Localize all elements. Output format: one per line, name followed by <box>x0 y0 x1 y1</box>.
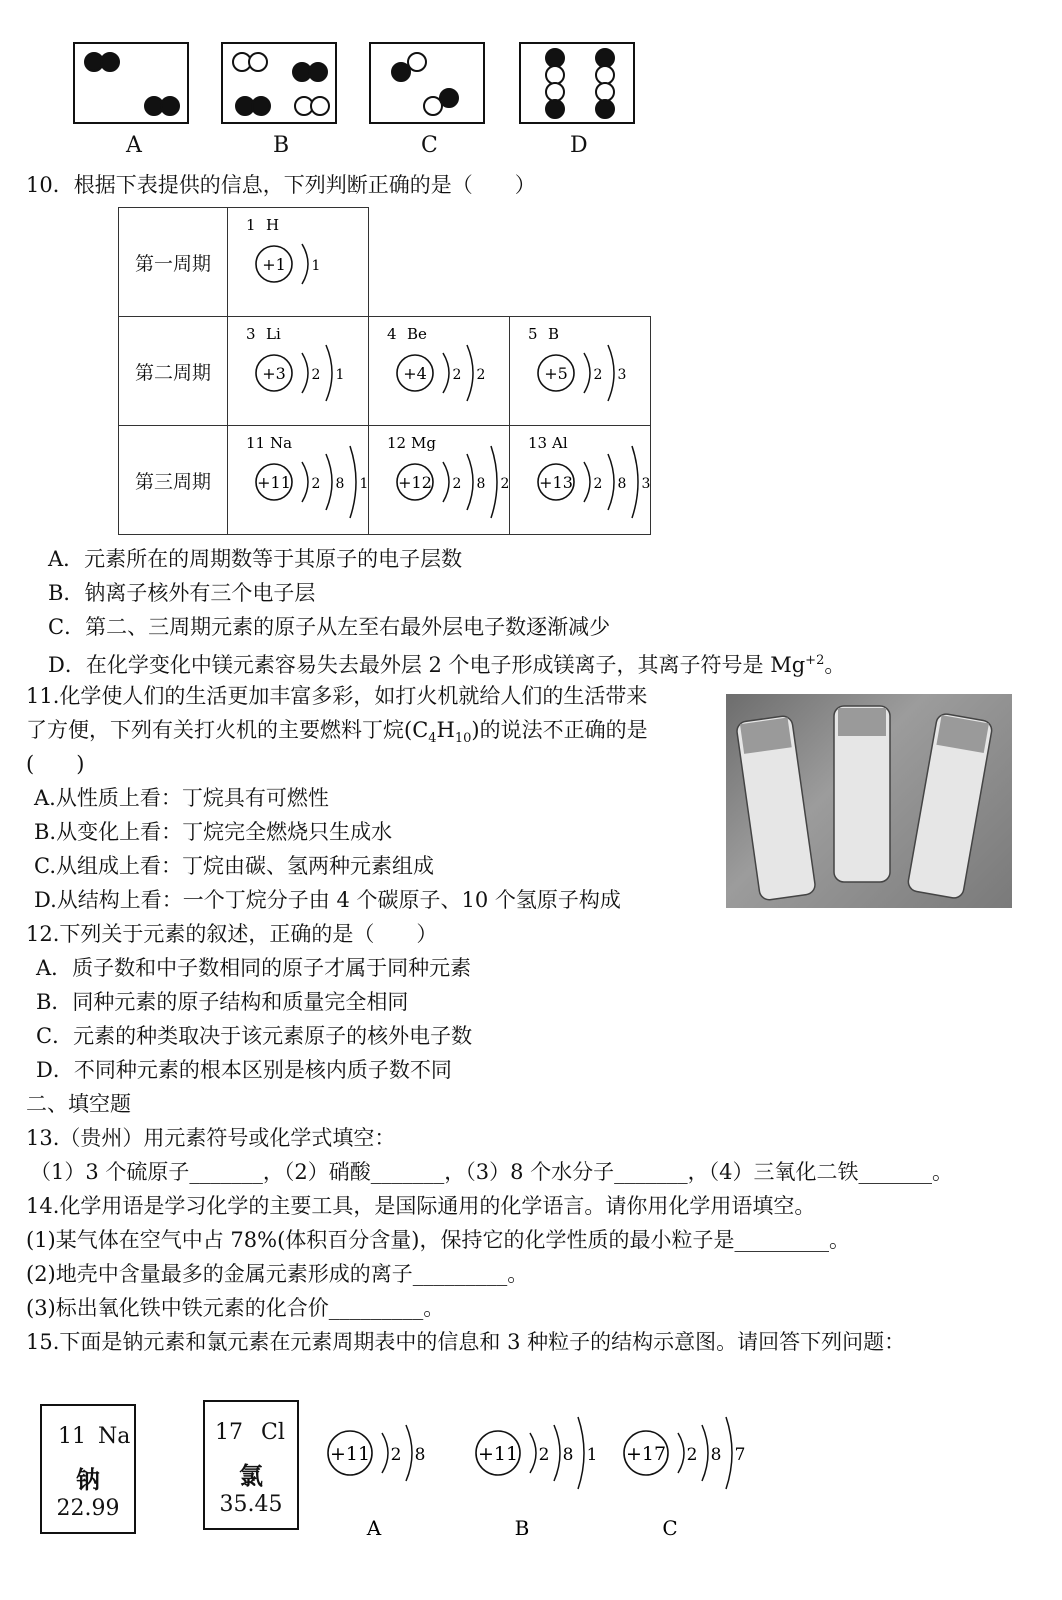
atomic-number: 4 <box>387 325 397 343</box>
electron-shell-arc <box>491 446 497 518</box>
shell-electron-count: 8 <box>710 1444 722 1465</box>
element-symbol: Al <box>552 434 568 452</box>
atom-structure-diagram <box>228 317 368 425</box>
electron-shell-arc <box>350 446 356 518</box>
shell-electron-count: 8 <box>414 1444 426 1465</box>
shell-electron-count: 1 <box>335 366 345 383</box>
particle-label: A <box>366 1516 382 1540</box>
particle-label: C <box>662 1516 678 1540</box>
question-11-line-3: ( ) <box>26 752 85 776</box>
electron-shell-arc <box>302 462 308 502</box>
element-cell <box>510 317 651 426</box>
option-b: B．同种元素的原子结构和质量完全相同 <box>36 990 409 1014</box>
electron-shell-arc <box>382 1433 388 1473</box>
lighters-photo <box>726 694 1012 908</box>
option-d <box>48 646 845 680</box>
period-label: 第二周期 <box>119 317 228 426</box>
electron-shell-arc <box>467 454 473 510</box>
element-card-chlorine <box>203 1400 299 1530</box>
element-symbol: Na <box>270 434 293 452</box>
shell-electron-count: 2 <box>593 475 603 492</box>
figure-label-a: A <box>126 133 142 158</box>
ion-charge: +2 <box>805 653 825 668</box>
element-symbol: Li <box>266 325 281 343</box>
atomic-mass: 22.99 <box>56 1496 120 1521</box>
section-heading: 二、填空题 <box>26 1092 131 1116</box>
shell-electron-count: 8 <box>617 475 627 492</box>
molecule-box-d <box>519 42 635 124</box>
option-b: B．钠离子核外有三个电子层 <box>48 581 316 605</box>
element-symbol: Na <box>98 1424 131 1449</box>
element-name: 氯 <box>239 1461 263 1490</box>
question-15-stem: 15.下面是钠元素和氯元素在元素周期表中的信息和 3 种粒子的结构示意图。请回答下列问题： <box>26 1330 906 1354</box>
option-c: C.从组成上看：丁烷由碳、氢两种元素组成 <box>34 854 434 878</box>
electron-shell-arc <box>530 1433 536 1473</box>
question-14-item-1: (1)某气体在空气中占 78%(体积百分含量)，保持它的化学性质的最小粒子是_________。 <box>26 1228 850 1252</box>
electron-shell-arc <box>608 345 614 401</box>
q11-text-h: H <box>436 718 455 742</box>
atomic-number: 13 <box>528 434 548 452</box>
atomic-number: 5 <box>528 325 538 343</box>
electron-shell-arc <box>578 1417 584 1489</box>
nucleus-charge: +13 <box>539 472 573 492</box>
atomic-number: 17 <box>215 1420 243 1445</box>
element-symbol: Cl <box>261 1420 285 1445</box>
electron-shell-arc <box>584 353 590 393</box>
nucleus-charge: +17 <box>625 1442 667 1465</box>
figure-label-b: B <box>273 133 290 158</box>
molecule-box-a <box>73 42 189 124</box>
atomic-number: 11 <box>246 434 266 452</box>
electron-shell-arc <box>302 353 308 393</box>
nucleus-charge: +4 <box>403 363 427 383</box>
element-name: 钠 <box>76 1465 100 1494</box>
question-14-item-3: (3)标出氧化铁中铁元素的化合价_________。 <box>26 1296 445 1320</box>
nucleus-charge: +1 <box>262 254 286 274</box>
q11-sub-10: 10 <box>454 731 472 747</box>
element-cell <box>228 426 369 535</box>
periodic-table-excerpt <box>118 207 651 535</box>
shell-electron-count: 2 <box>311 475 321 492</box>
shell-electron-count: 3 <box>641 475 650 492</box>
shell-electron-count: 2 <box>390 1444 402 1465</box>
period-label: 第一周期 <box>119 208 228 317</box>
shell-electron-count: 3 <box>617 366 627 383</box>
electron-shell-arc <box>702 1425 708 1481</box>
figure-label-d: D <box>570 133 588 158</box>
option-a: A．质子数和中子数相同的原子才属于同种元素 <box>36 956 472 980</box>
atom-structure-diagram <box>510 317 650 425</box>
option-d: D．不同种元素的根本区别是核内质子数不同 <box>36 1058 452 1082</box>
atomic-number: 3 <box>246 325 256 343</box>
electron-shell-arc <box>584 462 590 502</box>
nucleus-charge: +3 <box>262 363 286 383</box>
electron-shell-arc <box>726 1417 732 1489</box>
nucleus-charge: +11 <box>477 1442 519 1465</box>
element-cell <box>510 426 651 535</box>
element-symbol: H <box>266 216 280 234</box>
nucleus-charge: +11 <box>329 1442 371 1465</box>
element-cell <box>369 426 510 535</box>
question-11-line-1: 11.化学使人们的生活更加丰富多彩，如打火机就给人们的生活带来 <box>26 684 648 708</box>
atom-structure-diagram <box>369 317 509 425</box>
shell-electron-count: 8 <box>335 475 345 492</box>
option-c: C．元素的种类取决于该元素原子的核外电子数 <box>36 1024 473 1048</box>
shell-electron-count: 1 <box>359 475 368 492</box>
question-14-item-2: (2)地壳中含量最多的金属元素形成的离子_________。 <box>26 1262 529 1286</box>
q11-sub-4: 4 <box>428 731 437 747</box>
particle-label: B <box>514 1516 530 1540</box>
electron-shell-arc <box>443 353 449 393</box>
atomic-mass: 35.45 <box>219 1492 283 1517</box>
shell-electron-count: 2 <box>538 1444 550 1465</box>
electron-shell-arc <box>326 345 332 401</box>
shell-electron-count: 2 <box>686 1444 698 1465</box>
shell-electron-count: 8 <box>562 1444 574 1465</box>
atom-structure-diagram <box>228 426 368 534</box>
element-cell <box>228 208 369 317</box>
atomic-number: 1 <box>246 216 256 234</box>
question-10-stem: 10．根据下表提供的信息，下列判断正确的是（ ） <box>26 173 536 197</box>
shell-electron-count: 2 <box>593 366 603 383</box>
option-a: A.从性质上看：丁烷具有可燃性 <box>34 786 329 810</box>
nucleus-charge: +11 <box>257 472 291 492</box>
element-cell <box>369 317 510 426</box>
nucleus-charge: +5 <box>544 363 568 383</box>
element-cell <box>228 317 369 426</box>
question-14-stem: 14.化学用语是学习化学的主要工具，是国际通用的化学语言。请你用化学用语填空。 <box>26 1194 816 1218</box>
atom-structure-diagram <box>228 208 368 316</box>
element-symbol: B <box>548 325 560 343</box>
period-label: 第三周期 <box>119 426 228 535</box>
element-card-sodium <box>40 1404 136 1534</box>
atom-structure-diagram <box>369 426 509 534</box>
option-c: C．第二、三周期元素的原子从左至右最外层电子数逐渐减少 <box>48 615 611 639</box>
figure-label-c: C <box>421 133 438 158</box>
element-symbol: Be <box>407 325 427 343</box>
question-13-blanks: （1）3 个硫原子_______，（2）硝酸_______，（3）8 个水分子_______，（4）三氧化二铁_______。 <box>30 1160 954 1184</box>
element-symbol: Mg <box>411 434 436 452</box>
shell-electron-count: 7 <box>734 1444 746 1465</box>
electron-shell-arc <box>467 345 473 401</box>
electron-shell-arc <box>608 454 614 510</box>
atom-structure-diagram <box>510 426 650 534</box>
option-d-end: 。 <box>824 653 846 677</box>
option-d: D.从结构上看：一个丁烷分子由 4 个碳原子、10 个氢原子构成 <box>34 888 621 912</box>
shell-electron-count: 8 <box>476 475 486 492</box>
electron-shell-arc <box>678 1433 684 1473</box>
option-a: A．元素所在的周期数等于其原子的电子层数 <box>48 547 463 571</box>
particle-diagrams <box>320 1395 760 1545</box>
question-13-stem: 13.（贵州）用元素符号或化学式填空： <box>26 1126 396 1150</box>
electron-shell-arc <box>554 1425 560 1481</box>
molecule-box-b <box>221 42 337 124</box>
question-12-stem: 12.下列关于元素的叙述，正确的是（ ） <box>26 922 438 946</box>
option-b: B.从变化上看：丁烷完全燃烧只生成水 <box>34 820 393 844</box>
shell-electron-count: 2 <box>311 366 321 383</box>
atomic-number: 12 <box>387 434 407 452</box>
question-11-line-2 <box>26 715 648 754</box>
shell-electron-count: 1 <box>311 257 321 274</box>
electron-shell-arc <box>632 446 638 518</box>
electron-shell-arc <box>443 462 449 502</box>
nucleus-charge: +12 <box>398 472 432 492</box>
electron-shell-arc <box>302 244 308 284</box>
shell-electron-count: 2 <box>452 475 462 492</box>
electron-shell-arc <box>406 1425 412 1481</box>
q11-text-c: )的说法不正确的是 <box>471 718 648 742</box>
shell-electron-count: 2 <box>476 366 486 383</box>
shell-electron-count: 1 <box>586 1444 598 1465</box>
shell-electron-count: 2 <box>500 475 509 492</box>
atomic-number: 11 <box>58 1424 86 1449</box>
shell-electron-count: 2 <box>452 366 462 383</box>
electron-shell-arc <box>326 454 332 510</box>
q11-text-a: 了方便，下列有关打火机的主要燃料丁烷(C <box>26 718 429 742</box>
molecule-box-c <box>369 42 485 124</box>
option-d-text: D．在化学变化中镁元素容易失去最外层 2 个电子形成镁离子，其离子符号是 Mg <box>48 653 806 677</box>
